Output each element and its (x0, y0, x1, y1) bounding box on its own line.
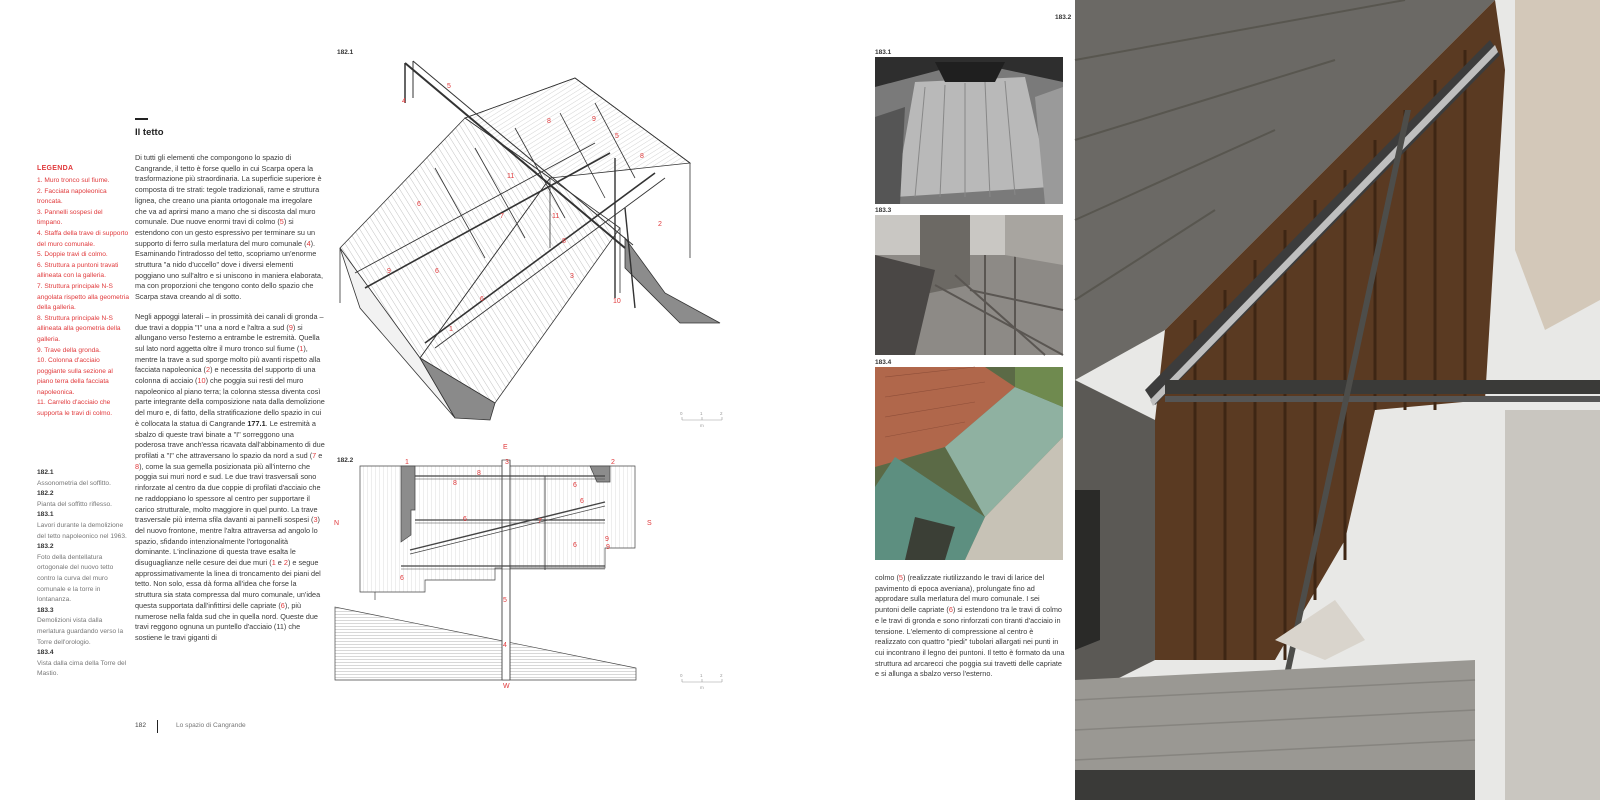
callout-reference: 8 (135, 461, 140, 471)
photo-183-1 (875, 57, 1063, 204)
legend-item: 4. Staffa della trave di supporto del muro comunale. (37, 229, 129, 248)
axo-callout: 4 (402, 98, 406, 105)
callout-reference: 1 (299, 343, 304, 353)
caption-item (37, 606, 129, 648)
axo-callout: 10 (613, 298, 621, 305)
callout-reference: 4 (306, 238, 311, 248)
axo-callout: 6 (480, 296, 484, 303)
figure-reference: 177.1 (247, 418, 266, 428)
photo-label-183-3: 183.3 (875, 207, 892, 214)
plan-callout: 9 (605, 536, 609, 543)
body-column-left (135, 153, 325, 653)
plan-scale-tick: 1 (700, 673, 703, 678)
caption-item (37, 489, 129, 510)
callout-reference: 9 (288, 322, 293, 332)
axo-callout: 5 (447, 83, 451, 90)
legend-item: 11. Carrello d'acciaio che supporta le travi di colmo. (37, 399, 113, 418)
caption-id: 182.1 (37, 469, 54, 476)
plan-scale-bar (680, 672, 730, 692)
legend-item: 2. Facciata napoleonica troncata. (37, 187, 107, 206)
axo-callout: 11 (552, 213, 560, 220)
caption-id: 183.3 (37, 606, 54, 614)
plan-callout: 2 (611, 459, 615, 466)
axo-scale-tick: 2 (720, 411, 723, 416)
axo-callout: 6 (417, 201, 421, 208)
plan-drawing (335, 440, 730, 695)
plan-callout: 9 (606, 544, 610, 551)
text-run: ) si allungano verso l'esterno a entrambe le estremità. Quella sul lato nord aggetta oltre il muro tronco sul fiume ( (135, 322, 320, 353)
axo-scale-unit: m (700, 423, 704, 428)
figure-label-182-2: 182.2 (337, 457, 354, 464)
legend-title: LEGENDA (37, 165, 74, 172)
plan-callout: 7 (538, 518, 542, 525)
text-run: ), mentre la trave a sud sporge molto più avanti rispetto alla facciata napoleonica ( (135, 343, 321, 375)
text-run: Negli appoggi laterali – in prossimità dei canali di gronda – due travi a doppia "I" una a nord e l'altra a sud ( (135, 311, 324, 332)
caption-item (37, 648, 129, 680)
callout-reference: 3 (313, 515, 318, 525)
legend-item: 9. Trave della gronda. (37, 346, 101, 354)
callout-reference: 2 (283, 558, 288, 568)
compass-south: S (647, 520, 652, 527)
legend-item: 7. Struttura principale N-S angolata rispetto alla geometria della galleria. (37, 282, 130, 312)
axo-callout: 9 (592, 116, 596, 123)
axo-callout: 8 (562, 238, 566, 245)
axo-scale-bar (680, 410, 730, 430)
text-run: ), più numerose nella falda sud che in quella nord. Queste due travi reggono ognuna un puntello d'acciaio (11) che sostiene le travi giganti di (135, 600, 318, 642)
caption-text: Pianta del soffitto riflesso. (37, 500, 113, 508)
axo-callout: 8 (640, 153, 644, 160)
legend-item: 6. Struttura a puntoni travati allineata con la galleria. (37, 261, 119, 280)
plan-callout: 4 (503, 642, 507, 649)
axo-callout: 1 (449, 326, 453, 333)
caption-text: Assonometria del soffitto. (37, 479, 111, 487)
text-run: . Le estremità a sbalzo di queste travi binate a "I" sorreggono una poderosa trave anch'essa ricavata dall'abbinamento di due profilati a "I" che attraversano lo spazio da nord a sud ( (135, 418, 325, 460)
text-run: ) si estendono tra le travi di colmo e le travi di gronda e sono rinforzati con tiranti d'acciaio in tensione. L'elemento di compressione al centro è realizzato con quattro "piedi" tubolari allargati nei punti in cui incontrano il legno dei puntoni. Il tetto è formato da una struttura ad arcarecci che poggia sui travetti delle capriate e si allunga a sbalzo verso l'esterno. (875, 605, 1065, 679)
text-run: ), come la sua gemella posizionata più all'interno che poggia sui muri nord e sud. Le due travi trasversali sono rinforzate al centro da due coppie di profilati d'acciaio che ne raddoppiano lo spessore al centro per supportare il carico strutturale, molto maggiore in quel punto. La trave trasversale più interna sfila davanti ai pannelli sospesi ( (135, 461, 321, 525)
text-run: ) e segue approssimativamente la linea di troncamento dei piani del tetto. Non solo, essa dà forma all'idea che forse la struttura sia stata compressa dal muro comunale, un'idea questa supportata dall'infittirsi delle capriate ( (135, 558, 321, 610)
axo-callout: 9 (387, 268, 391, 275)
plan-scale-tick: 0 (680, 673, 683, 678)
paragraph-1 (135, 153, 325, 303)
text-run: colmo ( (875, 573, 899, 582)
axo-scale-tick: 0 (680, 411, 683, 416)
running-title: Lo spazio di Cangrande (176, 722, 246, 729)
legend-item: 8. Struttura principale N-S allineata alla geometria della galleria. (37, 314, 121, 343)
section-title: Il tetto (135, 127, 164, 138)
plan-scale-unit: m (700, 685, 704, 690)
plan-callout: 5 (503, 597, 507, 604)
callout-reference: 6 (280, 600, 285, 610)
photo-label-183-4: 183.4 (875, 359, 892, 366)
callout-reference: 10 (197, 376, 206, 386)
plan-callout: 6 (580, 498, 584, 505)
text-run: e (316, 450, 323, 460)
plan-callout: 6 (400, 575, 404, 582)
callout-reference: 7 (312, 450, 317, 460)
caption-item (37, 510, 129, 542)
caption-text: Foto della dentellatura ortogonale del nuovo tetto contro la curva del muro comunale e la torre in lontananza. (37, 553, 114, 604)
callout-reference: 5 (279, 217, 284, 227)
text-run: ) e necessita del supporto di una colonna di acciaio ( (135, 365, 316, 386)
caption-text: Lavori durante la demolizione del tetto napoleonico nel 1963. (37, 521, 127, 540)
axo-callout: 2 (658, 221, 662, 228)
axo-scale-tick: 1 (700, 411, 703, 416)
legend-item: 5. Doppie travi di colmo. (37, 251, 108, 259)
callout-reference: 1 (271, 558, 276, 568)
caption-text: Vista dalla cima della Torre del Mastio. (37, 659, 127, 678)
callout-reference: 6 (948, 605, 953, 615)
caption-id: 182.2 (37, 490, 54, 498)
axo-callout: 5 (615, 133, 619, 140)
plan-scale-tick: 2 (720, 673, 723, 678)
callout-reference: 5 (898, 573, 903, 582)
axo-callout: 6 (435, 268, 439, 275)
plan-callout: 6 (463, 516, 467, 523)
plan-callout: 6 (573, 482, 577, 489)
footer-divider (157, 720, 158, 733)
photo-label-183-2: 183.2 (1055, 14, 1072, 21)
photo-183-2 (1075, 0, 1600, 800)
compass-west: W (503, 683, 510, 690)
caption-item (37, 542, 129, 606)
text-run: ). Esaminando l'intradosso del tetto, scopriamo un'enorme struttura "a nido d'uccello" dove i diversi elementi poggiano uno sull'altro e si uniscono in maniera elaborata, ma con proporzioni che tengono conto dello spazio che Scarpa stava creando al di sotto. (135, 238, 323, 302)
text-run: ) che poggia sui resti del muro napoleonico al piano terra; la colonna stessa diventa così parte integrante della composizione nata dalla demolizione del muro e, di fatto, della stratificazione dello spazio in cui è collocata la statua di Cangrande (135, 376, 325, 428)
axo-callout: 7 (500, 213, 504, 220)
caption-id: 183.2 (37, 543, 54, 551)
axo-callout: 8 (547, 118, 551, 125)
plan-callout: 1 (405, 459, 409, 466)
caption-item (37, 468, 129, 489)
caption-text: Demolizioni vista dalla merlatura guardando verso la Torre dell'orologio. (37, 617, 124, 646)
paragraph-3 (875, 573, 1065, 680)
axo-callout: 3 (570, 273, 574, 280)
paragraph-2 (135, 312, 325, 644)
callout-reference: 2 (206, 365, 211, 375)
title-rule (135, 118, 148, 120)
axo-callout: 11 (507, 173, 515, 180)
caption-id: 183.1 (37, 511, 54, 519)
legend-list (37, 176, 129, 420)
caption-list (37, 468, 129, 680)
body-column-right (875, 573, 1065, 689)
axonometric-drawing (335, 58, 730, 433)
plan-callout: 6 (573, 542, 577, 549)
compass-east: E (503, 444, 508, 451)
legend-item: 1. Muro tronco sul fiume. (37, 177, 110, 184)
text-run: ) del nuovo frontone, mentre l'altra attraversa ad angolo lo spazio, sfidando intenzionalmente l'ortogonalità dominante. L'inclinazione di questa trave esalta le disuguaglianze nelle cesure dei due muri ( (135, 515, 320, 568)
text-run: e (275, 558, 284, 568)
text-run: ) (realizzate riutilizzando le travi di larice del pavimento di epoca aveniana), prolungate fino ad approdare sulla merlatura del muro comunale. I sei puntoni delle capriate ( (875, 573, 1045, 615)
text-run: Di tutti gli elementi che compongono lo spazio di Cangrande, il tetto è forse quello in cui Scarpa opera la trasformazione più straordinaria. La superficie superiore è composta di tre strati: tegole tradizionali, rame e struttura lignea, che creano una pianta ortogonale ma irregolare che va ad aprirsi mano a mano che si discosta dal muro comunale. Due nuove enormi travi di colmo ( (135, 153, 322, 227)
photo-183-3 (875, 215, 1063, 355)
caption-id: 183.4 (37, 649, 54, 657)
compass-north: N (334, 520, 340, 527)
plan-callout: 3 (505, 459, 509, 466)
photo-label-183-1: 183.1 (875, 49, 892, 56)
plan-callout: 8 (477, 470, 481, 477)
legend-item: 3. Pannelli sospesi del timpano. (37, 208, 103, 227)
photo-183-4 (875, 367, 1063, 560)
legend-item: 10. Colonna d'acciaio poggiante sulla sezione al piano terra della facciata napoleonica. (37, 357, 113, 396)
page-number: 182 (135, 722, 147, 729)
figure-label-182-1: 182.1 (337, 49, 354, 56)
text-run: ) si estendono con un gesto espressivo per terminare su un supporto di ferro sulla merlatura del muro comunale ( (135, 217, 316, 248)
plan-callout: 8 (453, 480, 457, 487)
